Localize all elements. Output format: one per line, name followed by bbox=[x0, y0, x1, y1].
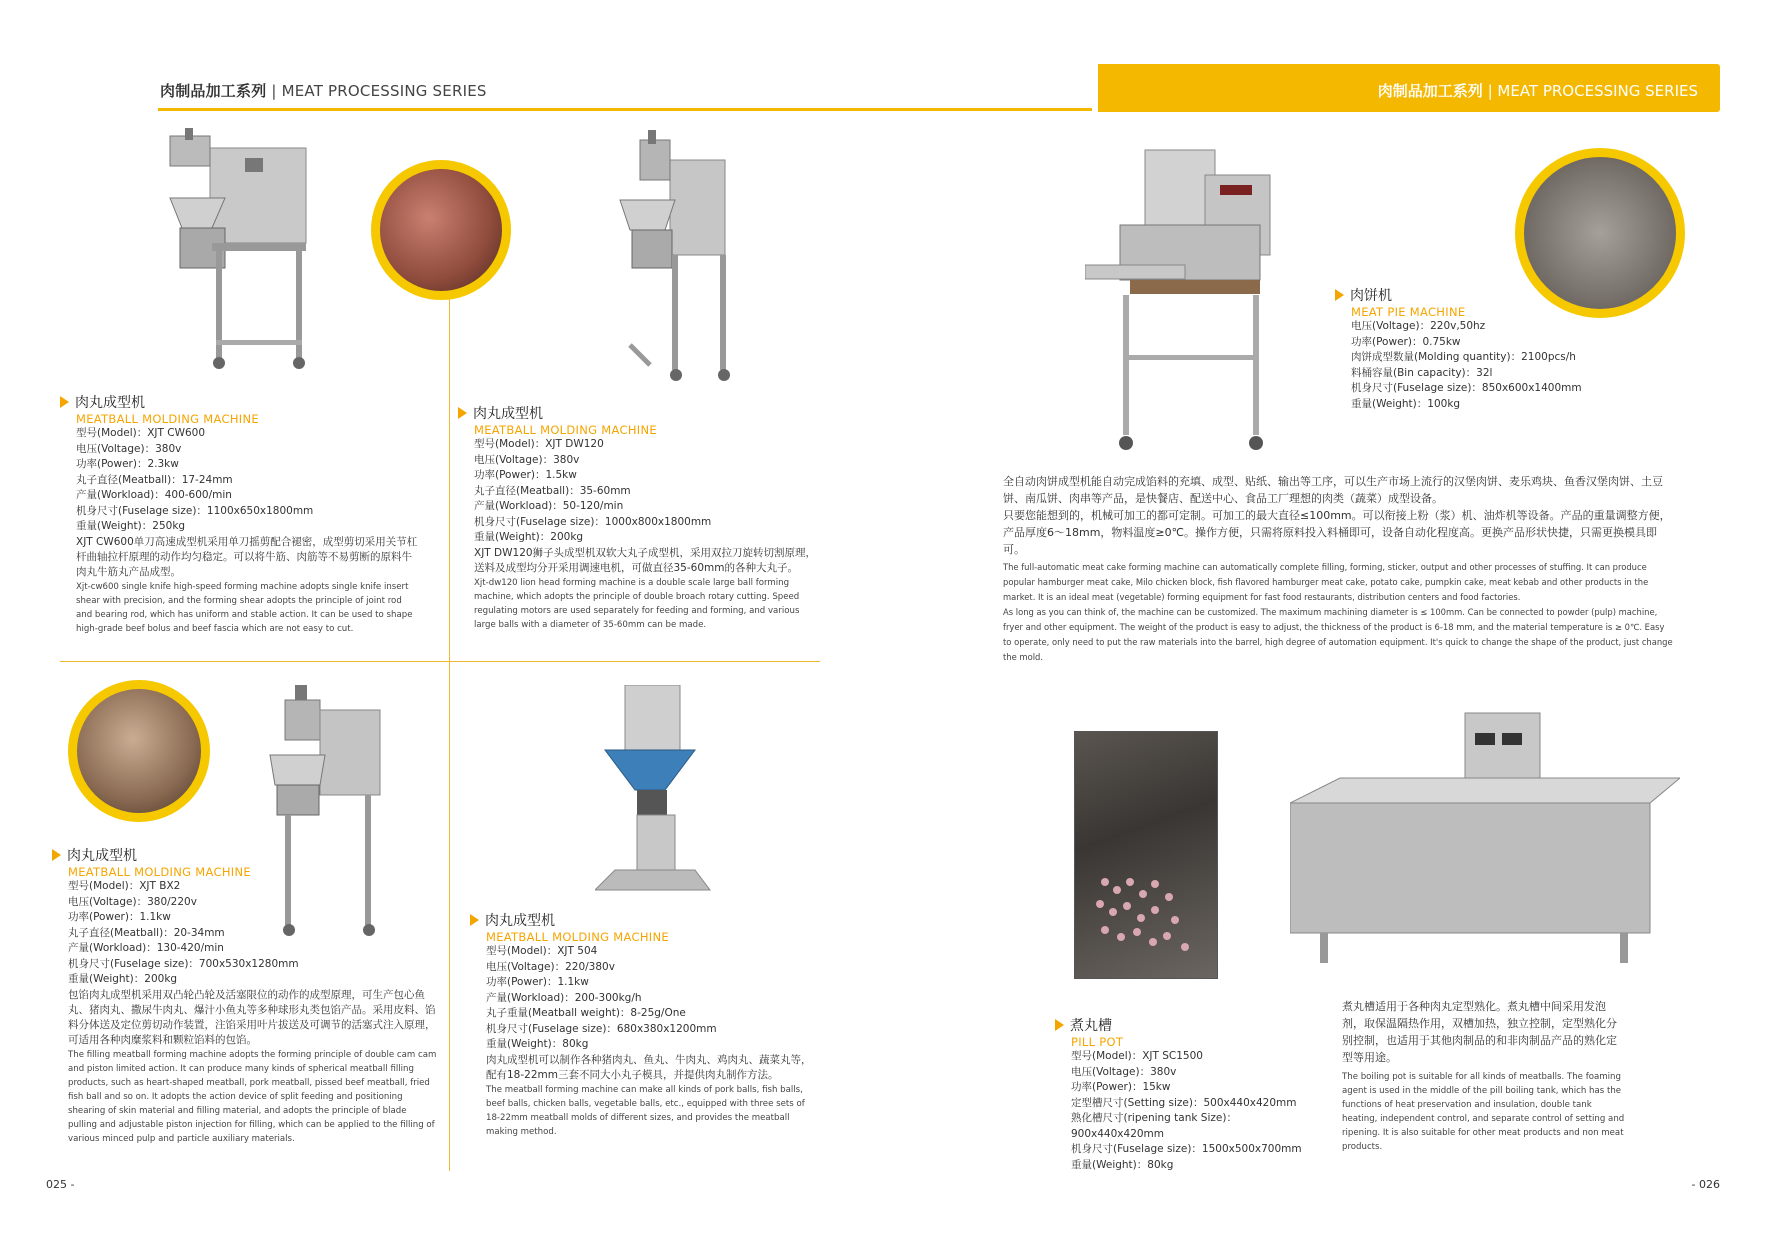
spec-line: 电压(Voltage)：220/380v bbox=[486, 960, 615, 973]
header-right-sep: | bbox=[1482, 82, 1498, 100]
pill-pot-in-use-photo bbox=[1074, 731, 1218, 979]
triangle-bullet-icon bbox=[458, 407, 467, 419]
column-divider bbox=[449, 295, 450, 1171]
product-2-desc-en: Xjt-dw120 lion head forming machine is a double scale large ball forming machine, which adopts the principle of double broach rotary cutting. Speed regulating motors are used separately for feeding and forming, and various large balls with a diameter of 35-60mm can be made. bbox=[474, 577, 800, 630]
product-3-specs bbox=[68, 879, 437, 1146]
product-2-name-en: MEATBALL MOLDING MACHINE bbox=[474, 423, 657, 437]
product-5-name-en: MEAT PIE MACHINE bbox=[1351, 305, 1466, 319]
spec-line: 重量(Weight)：250kg bbox=[76, 520, 186, 532]
spec-line: 料桶容量(Bin capacity)：32l bbox=[1351, 366, 1493, 379]
page-number-right: - 026 bbox=[1691, 1178, 1720, 1191]
spec-line: 重量(Weight)：100kg bbox=[1351, 397, 1461, 410]
spec-line: 型号(Model)：XJT SC1500 bbox=[1071, 1050, 1203, 1062]
spec-line: 电压(Voltage)：220v,50hz bbox=[1351, 320, 1486, 332]
spec-line: 型号(Model)：XJT 504 bbox=[486, 945, 598, 957]
product-6-desc-cn: 煮丸槽适用于各种肉丸定型熟化。煮丸槽中间采用发泡剂，取保温隔热作用，双槽加热，独立控制，定型熟化分别控制，也适用于其他肉制品的和非肉制品产品的熟化定型等用途。 bbox=[1342, 1000, 1617, 1064]
product-1-specs bbox=[76, 426, 420, 636]
spec-line: 机身尺寸(Fuselage size)：1000x800x1800mm bbox=[474, 515, 712, 528]
product-1-name-en: MEATBALL MOLDING MACHINE bbox=[76, 412, 259, 426]
product-6-title bbox=[1055, 1015, 1325, 1035]
spec-line: 丸子直径(Meatball)：17-24mm bbox=[76, 473, 233, 486]
product-4-desc-en: The meatball forming machine can make all kinds of pork balls, fish balls, beef balls, chicken balls, vegetable balls, etc., equipped with three sets of 18-22mm meatball molds of different sizes, and provides the meatball making method. bbox=[486, 1084, 805, 1137]
product-1-name-cn: 肉丸成型机 bbox=[75, 395, 145, 411]
right-page-header bbox=[1378, 80, 1698, 101]
header-right-cn: 肉制品加工系列 bbox=[1377, 82, 1483, 100]
product-4-desc-cn: 肉丸成型机可以制作各种猪肉丸、鱼丸、牛肉丸、鸡肉丸、蔬菜丸等，配有18-22mm三套不同大小丸子模具，并提供肉丸制作方法。 bbox=[486, 1053, 812, 1081]
product-3-name-cn: 肉丸成型机 bbox=[67, 848, 137, 864]
spec-line: 电压(Voltage)：380v bbox=[474, 453, 580, 466]
meatball-photo-circle-1 bbox=[371, 160, 511, 300]
spec-line: 功率(Power)：1.1kw bbox=[68, 911, 171, 923]
spec-line: 机身尺寸(Fuselage size)：1100x650x1800mm bbox=[76, 504, 314, 517]
product-3-info bbox=[52, 845, 437, 1146]
spec-line: 产量(Workload)：400-600/min bbox=[76, 489, 232, 501]
spec-line: 丸子直径(Meatball)：35-60mm bbox=[474, 484, 631, 497]
spec-line: 功率(Power)：2.3kw bbox=[76, 458, 179, 470]
spec-line: 功率(Power)：15kw bbox=[1071, 1081, 1171, 1093]
spec-line: 电压(Voltage)：380v bbox=[1071, 1065, 1177, 1078]
product-4-specs bbox=[486, 944, 815, 1139]
product-6-name-cn: 煮丸槽 bbox=[1070, 1018, 1112, 1034]
spec-line: 机身尺寸(Fuselage size)：1500x500x700mm bbox=[1071, 1143, 1302, 1155]
meatball-photo-circle-2 bbox=[68, 680, 210, 822]
triangle-bullet-icon bbox=[1055, 1019, 1064, 1031]
spec-line: 重量(Weight)：200kg bbox=[474, 531, 584, 543]
spec-line: 功率(Power)：1.1kw bbox=[486, 976, 589, 988]
spec-line: 机身尺寸(Fuselage size)：680x380x1200mm bbox=[486, 1022, 717, 1035]
spec-line: 型号(Model)：XJT CW600 bbox=[76, 427, 206, 439]
spec-line: 产量(Workload)：130-420/min bbox=[68, 942, 224, 954]
triangle-bullet-icon bbox=[52, 849, 61, 861]
product-2-name-cn: 肉丸成型机 bbox=[473, 406, 543, 422]
spec-line: 电压(Voltage)：380/220v bbox=[68, 895, 197, 908]
pill-pot-machine-image bbox=[1290, 708, 1680, 968]
page-number-left: 025 - bbox=[46, 1178, 75, 1191]
product-3-desc-en: The filling meatball forming machine adopts the forming principle of double cam cam and piston limited action. It can produce many kinds of spherical meatball filling products, such as heart-shaped meatball, pork meatball, pissed beef meatball, fried fish ball and so on. It adopts the action device of split feeding and positioning shearing of skin material and filling material, and adopts the principle of blade pulling and adjustable piston injection for filling, which can be applied to the filling of various minced pulp and particle auxiliary materials. bbox=[68, 1049, 437, 1144]
product-6-name-en: PILL POT bbox=[1071, 1035, 1124, 1049]
spec-line: 产量(Workload)：50-120/min bbox=[474, 500, 624, 512]
product-5-desc-en-1: The full-automatic meat cake forming machine can automatically complete filling, forming, sticker, output and other processes of stuffing. It can produce popular hamburger meat cake, Milo chicken block, fish flavored hamburger meat cake, potato cake, pumpkin cake, meat kebab and other products in the market. It is an ideal meat (vegetable) forming equipment for fast food restaurants, distribution centers and food factories. bbox=[1003, 562, 1649, 602]
spec-line: 丸子重量(Meatball weight)：8-25g/One bbox=[486, 1007, 686, 1019]
product-1-desc-en: Xjt-cw600 single knife high-speed forming machine adopts single knife insert shear with precision, and the forming shear adopts the principle of joint rod and bearing rod, which has uniform and stable action. It can be used to shape high-grade beef bolus and beef fascia which are not easy to cut. bbox=[76, 581, 413, 634]
spec-line: 重量(Weight)：200kg bbox=[68, 973, 178, 985]
product-4-name-cn: 肉丸成型机 bbox=[485, 913, 555, 929]
header-left-cn: 肉制品加工系列 bbox=[160, 82, 267, 100]
spec-line: 功率(Power)：0.75kw bbox=[1351, 335, 1461, 348]
spec-line: 重量(Weight)：80kg bbox=[1071, 1158, 1174, 1171]
product-6-desc-en: The boiling pot is suitable for all kinds of meatballs. The foaming agent is used in the middle of the pill boiling tank, which has the functions of heat preservation and insulation, double tank heating, independent control, and separate control of setting and ripening. It is also suitable for other meat products and non meat products. bbox=[1342, 1072, 1625, 1152]
product-6-specs bbox=[1071, 1049, 1325, 1173]
product-1-info bbox=[60, 392, 420, 636]
product-5-specs bbox=[1351, 319, 1675, 412]
row-divider bbox=[60, 661, 820, 662]
spec-line: 产量(Workload)：200-300kg/h bbox=[486, 991, 642, 1004]
header-underline bbox=[158, 108, 1092, 111]
left-page-header bbox=[160, 80, 487, 101]
triangle-bullet-icon bbox=[1335, 289, 1344, 301]
product-5-title bbox=[1335, 285, 1675, 305]
product-1-desc-cn: XJT CW600单刀高速成型机采用单刀摇剪配合褪密，成型剪切采用关节杠杆曲轴拉杆原理的动作均匀稳定。可以将牛筋、肉筋等不易剪断的原料牛肉丸牛筋丸产品成型。 bbox=[76, 535, 418, 578]
meatball-machine-2-image bbox=[610, 130, 750, 385]
product-5-desc-cn-2: 只要您能想到的，机械可加工的都可定制。可加工的最大直径≤100mm。可以衔接上粉（浆）机、油炸机等设备。产品的重量调整方便，产品厚度6～18mm，物料温度≥0℃。操作方便，只需将原料投入料桶即可，设备自动化程度高。更换产品形状快捷，只需更换模具即可。 bbox=[1003, 509, 1671, 556]
product-2-desc-cn: XJT DW120狮子头成型机双软大丸子成型机，采用双拉刀旋转切割原理，送料及成型均分开采用调速电机，可做直径35-60mm的各种大丸子。 bbox=[474, 546, 817, 574]
product-4-name-en: MEATBALL MOLDING MACHINE bbox=[486, 930, 669, 944]
product-5-name-cn: 肉饼机 bbox=[1350, 288, 1392, 304]
meatball-machine-4-image bbox=[595, 685, 715, 895]
product-5-info bbox=[1335, 285, 1675, 412]
product-5-desc-en-2: As long as you can think of, the machine can be customized. The maximum machining diameter is ≤ 100mm. Can be connected to powder (pulp) machine, fryer and other equipment. The weight of the product is easy to adjust, the thickness of the product is 6-18 mm, and the material temperature is ≥ 0℃. Easy to operate, only need to put the raw materials into the barrel, high degree of automation equipment. It's quick to change the shape of the product, just change the mold. bbox=[1003, 607, 1673, 662]
triangle-bullet-icon bbox=[60, 396, 69, 408]
header-right-en: MEAT PROCESSING SERIES bbox=[1497, 82, 1698, 100]
meatball-machine-1-image bbox=[150, 128, 310, 373]
product-3-desc-cn: 包馅肉丸成型机采用双凸轮凸轮及活塞限位的动作的成型原理，可生产包心鱼丸、猪肉丸、撒尿牛肉丸、爆汁小鱼丸等多种球形丸类包馅产品。采用皮料、馅料分体送及定位剪切动作装置，注馅采用叶片拔送及可调节的活塞式注入原理，可适用各种肉糜浆料和颗粒馅料的包馅。 bbox=[68, 988, 436, 1046]
product-2-specs bbox=[474, 437, 818, 632]
product-1-title bbox=[60, 392, 420, 412]
spec-line: 电压(Voltage)：380v bbox=[76, 442, 182, 455]
product-4-title bbox=[470, 910, 815, 930]
triangle-bullet-icon bbox=[470, 914, 479, 926]
header-left-sep: | bbox=[266, 82, 282, 100]
product-3-name-en: MEATBALL MOLDING MACHINE bbox=[68, 865, 251, 879]
product-2-info bbox=[458, 403, 818, 632]
spec-line: 机身尺寸(Fuselage size)：850x600x1400mm bbox=[1351, 382, 1582, 394]
spec-line: 型号(Model)：XJT DW120 bbox=[474, 438, 604, 450]
spec-line: 型号(Model)：XJT BX2 bbox=[68, 880, 181, 892]
header-left-en: MEAT PROCESSING SERIES bbox=[281, 82, 487, 100]
spec-line: 熟化槽尺寸(ripening tank Size)：900x440x420mm bbox=[1071, 1112, 1237, 1140]
spec-line: 定型槽尺寸(Setting size)：500x440x420mm bbox=[1071, 1096, 1297, 1109]
spec-line: 功率(Power)：1.5kw bbox=[474, 469, 577, 481]
spec-line: 重量(Weight)：80kg bbox=[486, 1038, 589, 1050]
spec-line: 机身尺寸(Fuselage size)：700x530x1280mm bbox=[68, 957, 299, 970]
meat-pie-machine-image bbox=[1085, 145, 1285, 455]
product-2-title bbox=[458, 403, 818, 423]
spec-line: 肉饼成型数量(Molding quantity)：2100pcs/h bbox=[1351, 351, 1576, 363]
product-5-desc-cn-1: 全自动肉饼成型机能自动完成馅料的充填、成型、贴纸、输出等工序，可以生产市场上流行的汉堡肉饼、麦乐鸡块、鱼香汉堡肉饼、土豆饼、南瓜饼、肉串等产品，是快餐店、配送中心、食品工厂理想的肉类（蔬菜）成型设备。 bbox=[1003, 475, 1663, 505]
product-6-info bbox=[1055, 1015, 1325, 1173]
product-4-info bbox=[470, 910, 815, 1139]
product-5-description bbox=[1003, 473, 1675, 665]
product-3-title bbox=[52, 845, 437, 865]
spec-line: 丸子直径(Meatball)：20-34mm bbox=[68, 926, 225, 939]
product-6-description bbox=[1342, 998, 1627, 1154]
